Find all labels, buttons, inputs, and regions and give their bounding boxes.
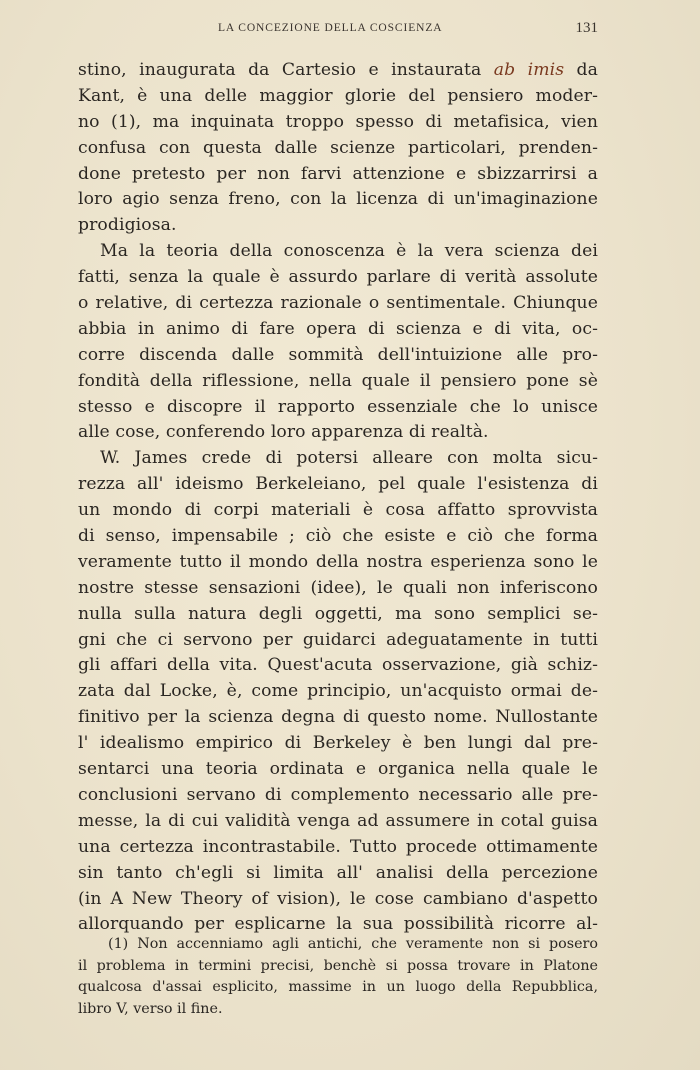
- text-line: abbia in animo di fare opera di scienza e di vita, oc-: [78, 318, 598, 339]
- text-line: (in A New Theory of vision), le cose cambiano d'aspetto: [78, 888, 598, 909]
- text-line: gli affari della vita. Quest'acuta osservazione, già schiz-: [78, 655, 598, 676]
- text-line: messe, la di cui validità venga ad assumere in cotal guisa: [78, 810, 598, 831]
- text-line: fondità della riflessione, nella quale il pensiero pone sè: [78, 370, 598, 391]
- footnote-line: qualcosa d'assai esplicito, massime in un luogo della Repubblica,: [78, 979, 598, 995]
- main-text: [78, 58, 598, 938]
- text-line: allorquando per esplicarne la sua possibilità ricorre al-: [78, 914, 598, 935]
- text-line: sin tanto ch'egli si limita all' analisi della percezione: [78, 862, 598, 883]
- text-line: rezza all' ideismo Berkeleiano, pel quale l'esistenza di: [78, 474, 598, 495]
- text-line: loro agio senza freno, con la licenza di un'imaginazione: [78, 189, 598, 210]
- text-line: l' idealismo empirico di Berkeley è ben lungi dal pre-: [78, 733, 598, 754]
- text-line: prodigiosa.: [78, 215, 177, 236]
- text-line: Ma la teoria della conoscenza è la vera scienza dei: [100, 241, 598, 262]
- text-line: confusa con questa dalle scienze particolari, prenden-: [78, 137, 598, 158]
- text-line: done pretesto per non farvi attenzione e sbizzarrirsi a: [78, 163, 598, 184]
- text-line: stesso e discopre il rapporto essenziale che lo unisce: [78, 396, 598, 417]
- text-line: W. James crede di potersi alleare con molta sicu-: [100, 448, 598, 469]
- text-line: sentarci una teoria ordinata e organica nella quale le: [78, 759, 598, 780]
- footnote-line: libro V, verso il fine.: [78, 1000, 223, 1017]
- text-line: nulla sulla natura degli oggetti, ma sono semplici se-: [78, 603, 598, 624]
- italic-phrase: ab imis: [493, 60, 565, 80]
- page-header: [78, 22, 598, 42]
- text-line: corre discenda dalle sommità dell'intuizione alle pro-: [78, 344, 598, 365]
- text-line: o relative, di certezza razionale o sentimentale. Chiunque: [78, 293, 598, 314]
- text-line: gni che ci servono per guidarci adeguatamente in tutti: [78, 629, 598, 650]
- text-line: nostre stesse sensazioni (idee), le quali non inferiscono: [78, 577, 598, 598]
- footnote-line: (1) Non accenniamo agli antichi, che veramente non si posero: [108, 936, 598, 952]
- page-number: 131: [575, 20, 598, 36]
- text-line: no (1), ma inquinata troppo spesso di metafisica, vien: [78, 111, 598, 132]
- text-line: un mondo di corpi materiali è cosa affatto sprovvista: [78, 500, 598, 521]
- footnote-line: il problema in termini precisi, benchè si possa trovare in Platone: [78, 957, 598, 974]
- text-line: alle cose, conferendo loro apparenza di realtà.: [78, 422, 489, 443]
- text-line: fatti, senza la quale è assurdo parlare di verità assolute: [78, 267, 598, 288]
- text-line: finitivo per la scienza degna di questo nome. Nullostante: [78, 707, 598, 728]
- footnote: [78, 934, 598, 1020]
- text-line: Kant, è una delle maggior glorie del pensiero moder-: [78, 85, 598, 106]
- running-title: LA CONCEZIONE DELLA COSCIENZA: [218, 22, 443, 34]
- text-line: zata dal Locke, è, come principio, un'acquisto ormai de-: [78, 681, 598, 702]
- text-line: veramente tutto il mondo della nostra esperienza sono le: [78, 551, 598, 572]
- text-line: conclusioni servano di complemento necessario alle pre-: [78, 784, 598, 805]
- text-line: stino, inaugurata da Cartesio e instaurata ab imis da: [78, 60, 599, 80]
- text-line: una certezza incontrastabile. Tutto procede ottimamente: [78, 836, 598, 857]
- text-line: di senso, impensabile ; ciò che esiste e ciò che forma: [78, 526, 598, 547]
